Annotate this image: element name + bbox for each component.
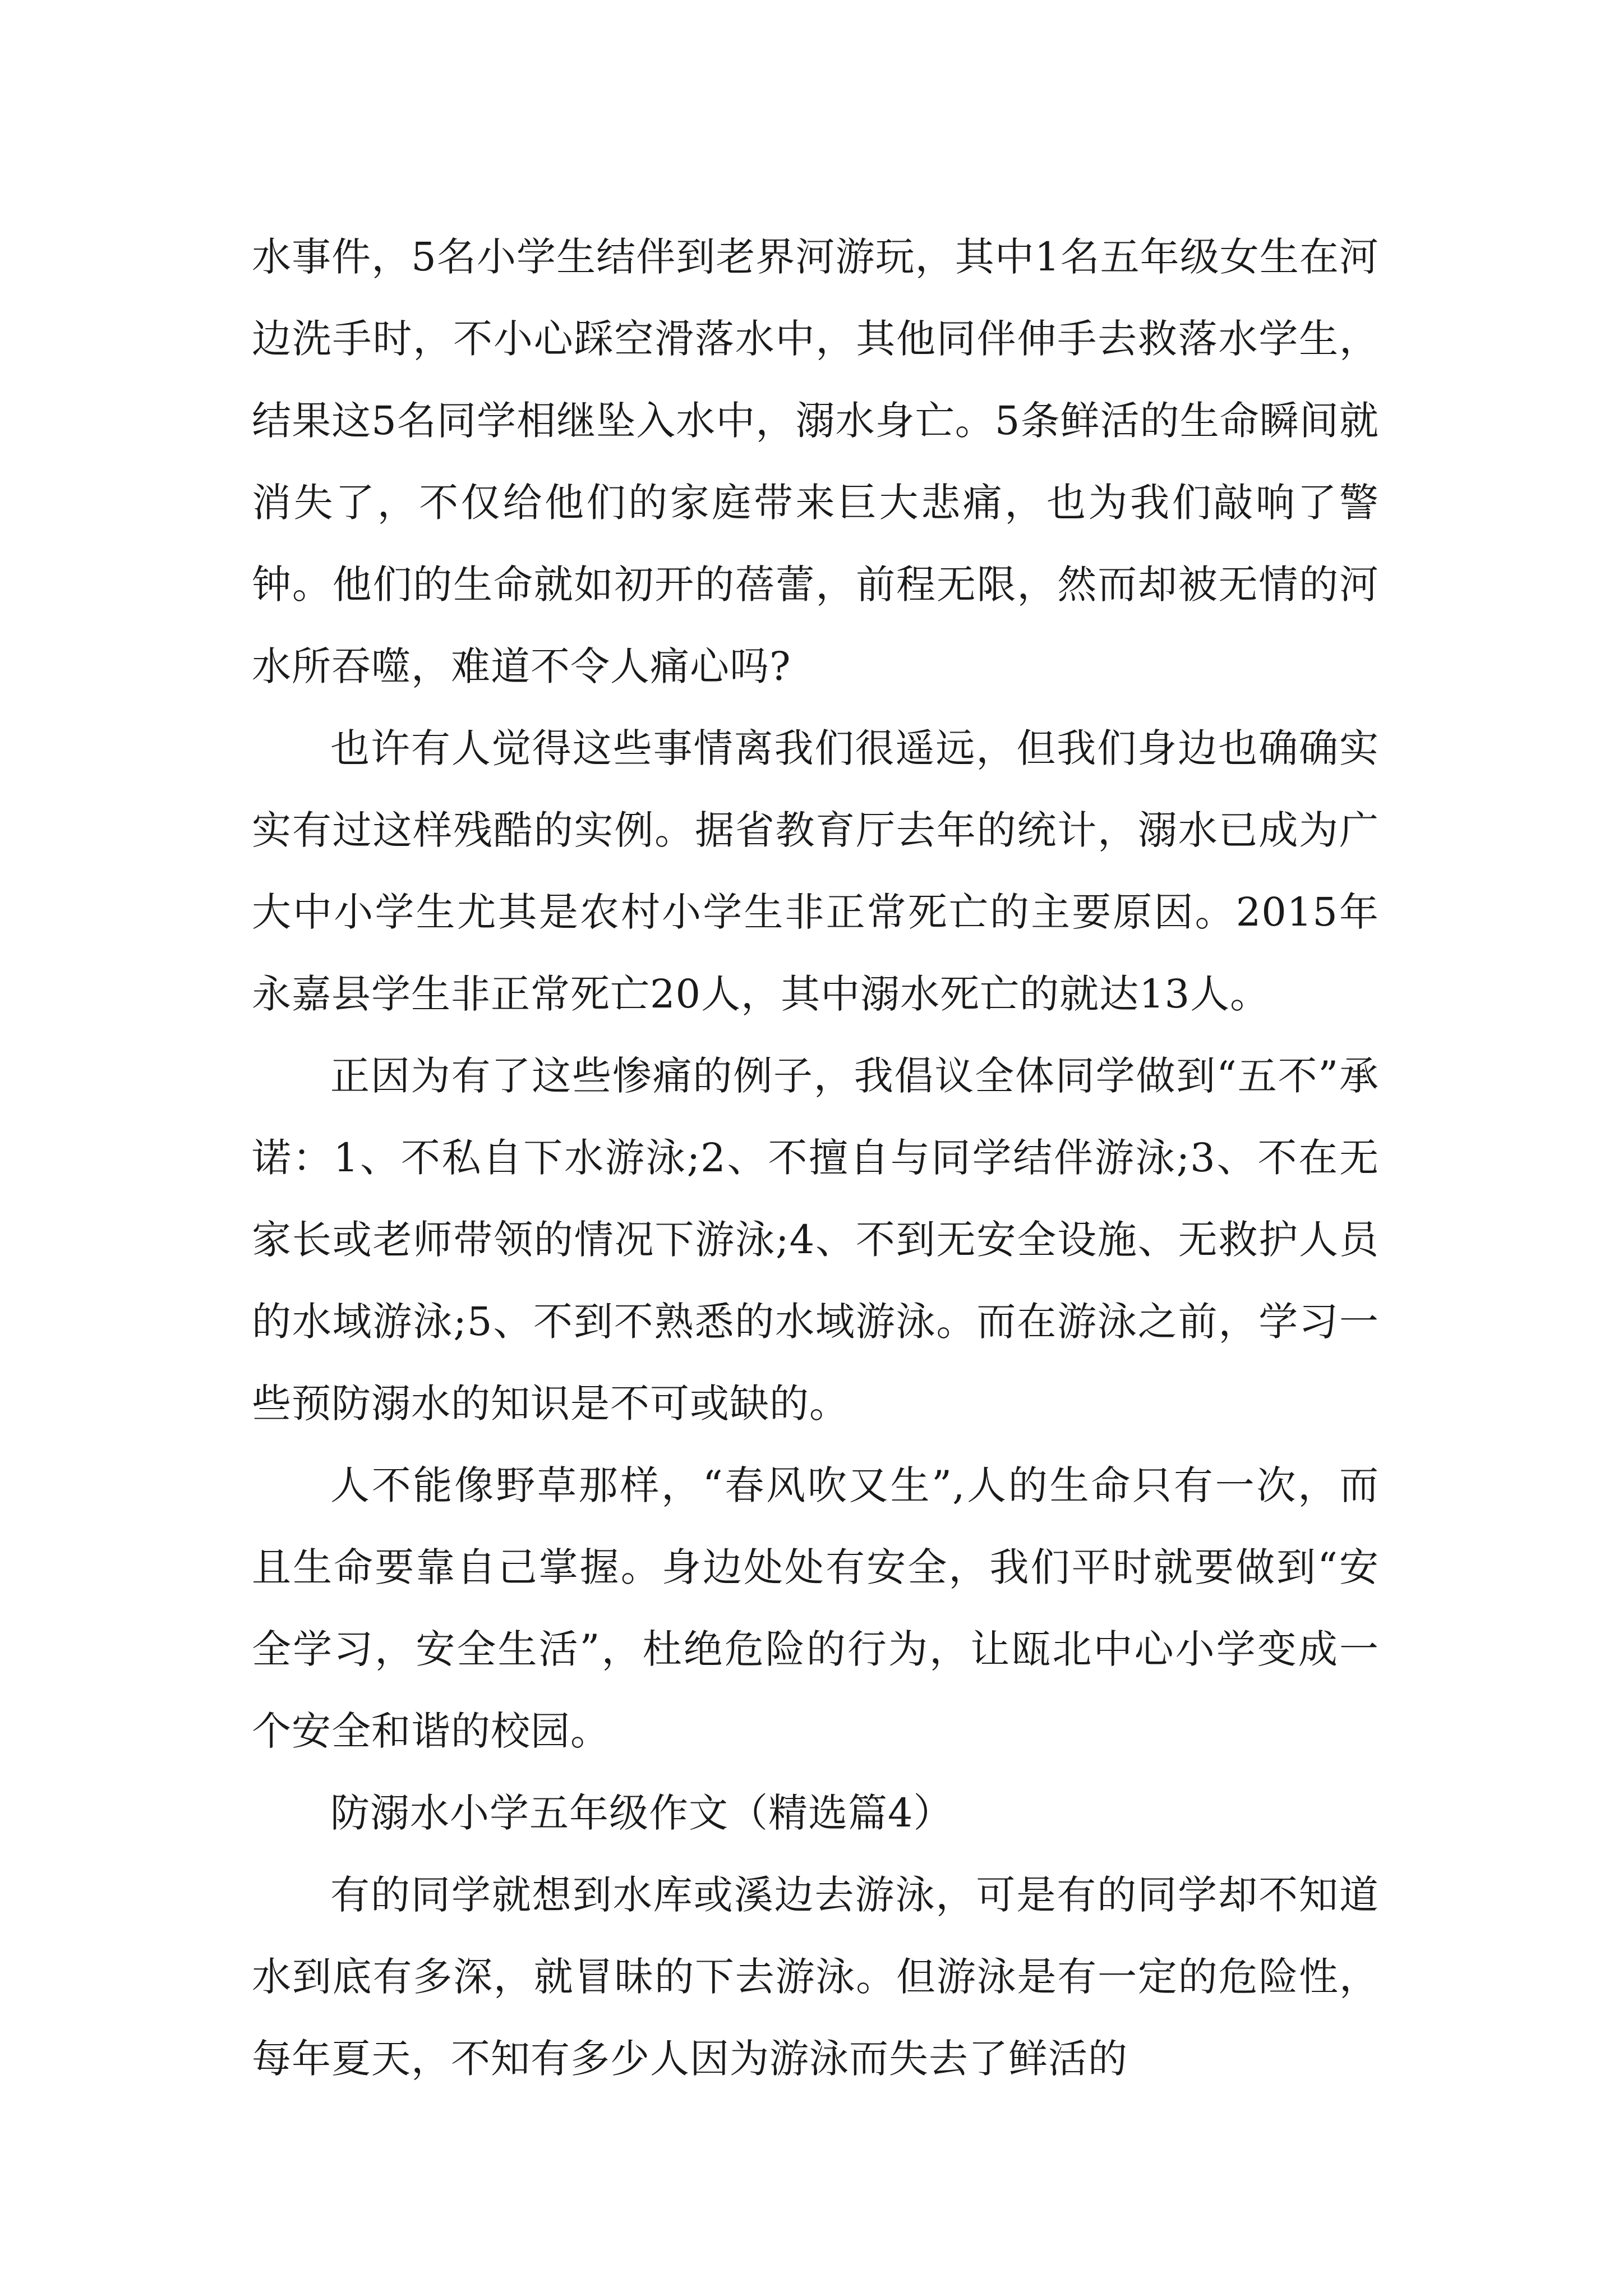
paragraph-statistics: 也许有人觉得这些事情离我们很遥远，但我们身边也确确实实有过这样残酷的实例。据省教育厅去年的统计，溺水已成为广大中小学生尤其是农村小学生非正常死亡的主要原因。2015年永嘉县学生非正常死亡20人，其中溺水死亡的就达13人。 xyxy=(252,725,1379,1017)
paragraph-swimming-danger: 有的同学就想到水库或溪边去游泳，可是有的同学却不知道水到底有多深，就冒昧的下去游泳。但游泳是有一定的危险性，每年夏天，不知有多少人因为游泳而失去了鲜活的 xyxy=(252,1872,1379,2082)
paragraph-drowning-incident: 水事件，5名小学生结伴到老界河游玩，其中1名五年级女生在河边洗手时，不小心踩空滑落水中，其他同伴伸手去救落水学生，结果这5名同学相继坠入水中，溺水身亡。5条鲜活的生命瞬间就消失了，不仅给他们的家庭带来巨大悲痛，也为我们敲响了警钟。他们的生命就如初开的蓓蕾，前程无限，然而却被无情的河水所吞噬，难道不令人痛心吗? xyxy=(252,234,1379,689)
paragraph-five-promises: 正因为有了这些惨痛的例子，我倡议全体同学做到“五不”承诺：1、不私自下水游泳;2、不擅自与同学结伴游泳;3、不在无家长或老师带领的情况下游泳;4、不到无安全设施、无救护人员的水域游泳;5、不到不熟悉的水域游泳。而在游泳之前，学习一些预防溺水的知识是不可或缺的。 xyxy=(252,1053,1379,1427)
section-heading: 防溺水小学五年级作文（精选篇4） xyxy=(330,1790,953,1836)
document-body xyxy=(252,216,1379,2100)
paragraph-life-once: 人不能像野草那样，“春风吹又生”,人的生命只有一次，而且生命要靠自己掌握。身边处处有安全，我们平时就要做到“安全学习，安全生活”，杜绝危险的行为，让瓯北中心小学变成一个安全和谐的校园。 xyxy=(252,1462,1379,1754)
